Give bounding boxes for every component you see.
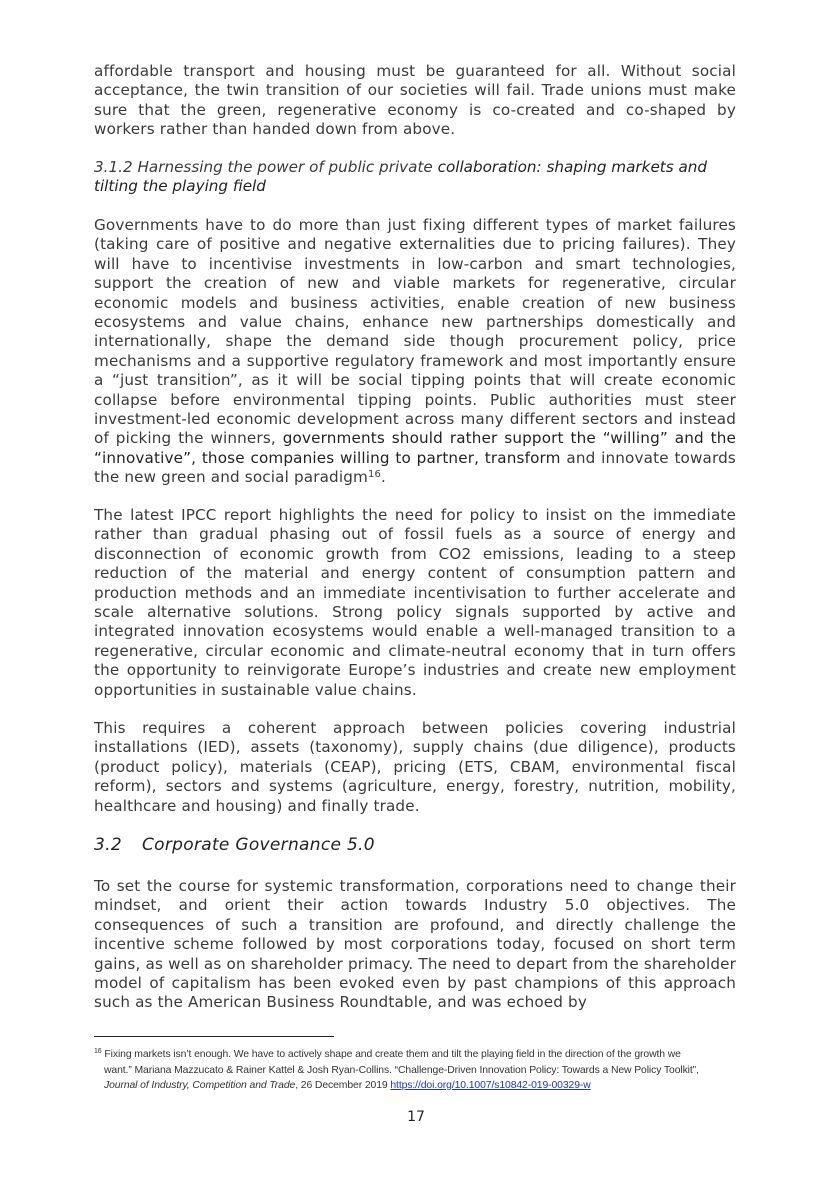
footnote (94, 1044, 736, 1094)
subsection-heading-part-a: 3.1.2 Harnessing the power of public private (94, 158, 438, 176)
paragraph-governments-text: Governments have to do more than just fixing different types of market failures (taking care of positive and negative externalities due to pricing failures). They will have to incentivise investments in low-carbon and smart technologies, support the creation of new and viable markets for regenerative, circular economic models and business activities, enable creation of new business ecosystems and value chains, enhance new partnerships domestically and internationally, shape the demand side though procurement policy, price mechanisms and a supportive regulatory framework and most importantly ensure a “just transition”, as it will be social tipping points that will create economic collapse before environmental tipping points. Public authorities must steer investment-led economic development across many different sectors and instead of picking the winners, (94, 216, 736, 448)
paragraph-ipcc-report: The latest IPCC report highlights the need for policy to insist on the immediate rather than gradual phasing out of fossil fuels as a source of energy and disconnection of economic growth from CO2 emissions, leading to a steep reduction of the material and energy content of consumption pattern and production methods and an immediate incentivisation to further accelerate and scale alternative solutions. Strong policy signals supported by active and integrated innovation ecosystems would enable a well-managed transition to a regenerative, circular economic and climate-neutral economy that in turn offers the opportunity to reinvigorate Europe’s industries and create new employment opportunities in sustainable value chains. (94, 506, 736, 699)
subsection-heading-part-b: collaboration: shaping markets and tilting the playing field (94, 158, 708, 196)
paragraph-governments-emphasis: governments should rather support the “willing” and the “innovative”, those companies willing to partner, transform (94, 429, 736, 467)
footnote-line-1: Fixing markets isn’t enough. We have to actively shape and create them and tilt the playing field in the direction of the growth we (104, 1049, 681, 1060)
footnote-date: , 26 December 2019 (295, 1080, 391, 1091)
footnote-divider (94, 1036, 334, 1037)
page-number: 17 (407, 1109, 425, 1125)
section-number: 3.2 (94, 835, 122, 855)
subsection-heading-3-1-2 (94, 158, 736, 197)
paragraph-governments-period: . (380, 468, 386, 487)
footnote-number: 16 (94, 1048, 102, 1055)
paragraph-governments (94, 216, 736, 488)
paragraph-trade-unions: affordable transport and housing must be guaranteed for all. Without social acceptance, the twin transition of our societies will fail. Trade unions must make sure that the green, regenerative economy is co-created and co-shaped by workers rather than handed down from above. (94, 62, 736, 139)
paragraph-coherent-approach: This requires a coherent approach between policies covering industrial installations (IED), assets (taxonomy), supply chains (due diligence), products (product policy), materials (CEAP), pricing (ETS, CBAM, environmental fiscal reform), sectors and systems (agriculture, energy, forestry, nutrition, mobility, healthcare and housing) and finally trade. (94, 719, 736, 815)
section-heading-3-2 (94, 834, 736, 856)
footnote-line-2: want.” Mariana Mazzucato & Rainer Kattel & Josh Ryan-Collins. “Challenge-Driven Innovation Policy: Towards a New Policy Toolkit”, (104, 1064, 699, 1076)
section-title: Corporate Governance 5.0 (142, 835, 375, 855)
paragraph-corporations: To set the course for systemic transformation, corporations need to change their mindset, and orient their action towards Industry 5.0 objectives. The consequences of such a transition are profound, and directly challenge the incentive scheme followed by most corporations today, focused on short term gains, as well as on shareholder primacy. The need to depart from the shareholder model of capitalism has been evoked even by past champions of this approach such as the American Business Roundtable, and was echoed by (94, 877, 736, 1012)
paragraph-governments-text-end: and innovate towards the new green and social paradigm (94, 448, 736, 487)
footnote-doi-link[interactable]: https://doi.org/10.1007/s10842-019-00329-w (390, 1080, 591, 1091)
footnote-journal: Journal of Industry, Competition and Trade (104, 1080, 296, 1091)
footnote-reference[interactable]: 16 (367, 469, 381, 481)
